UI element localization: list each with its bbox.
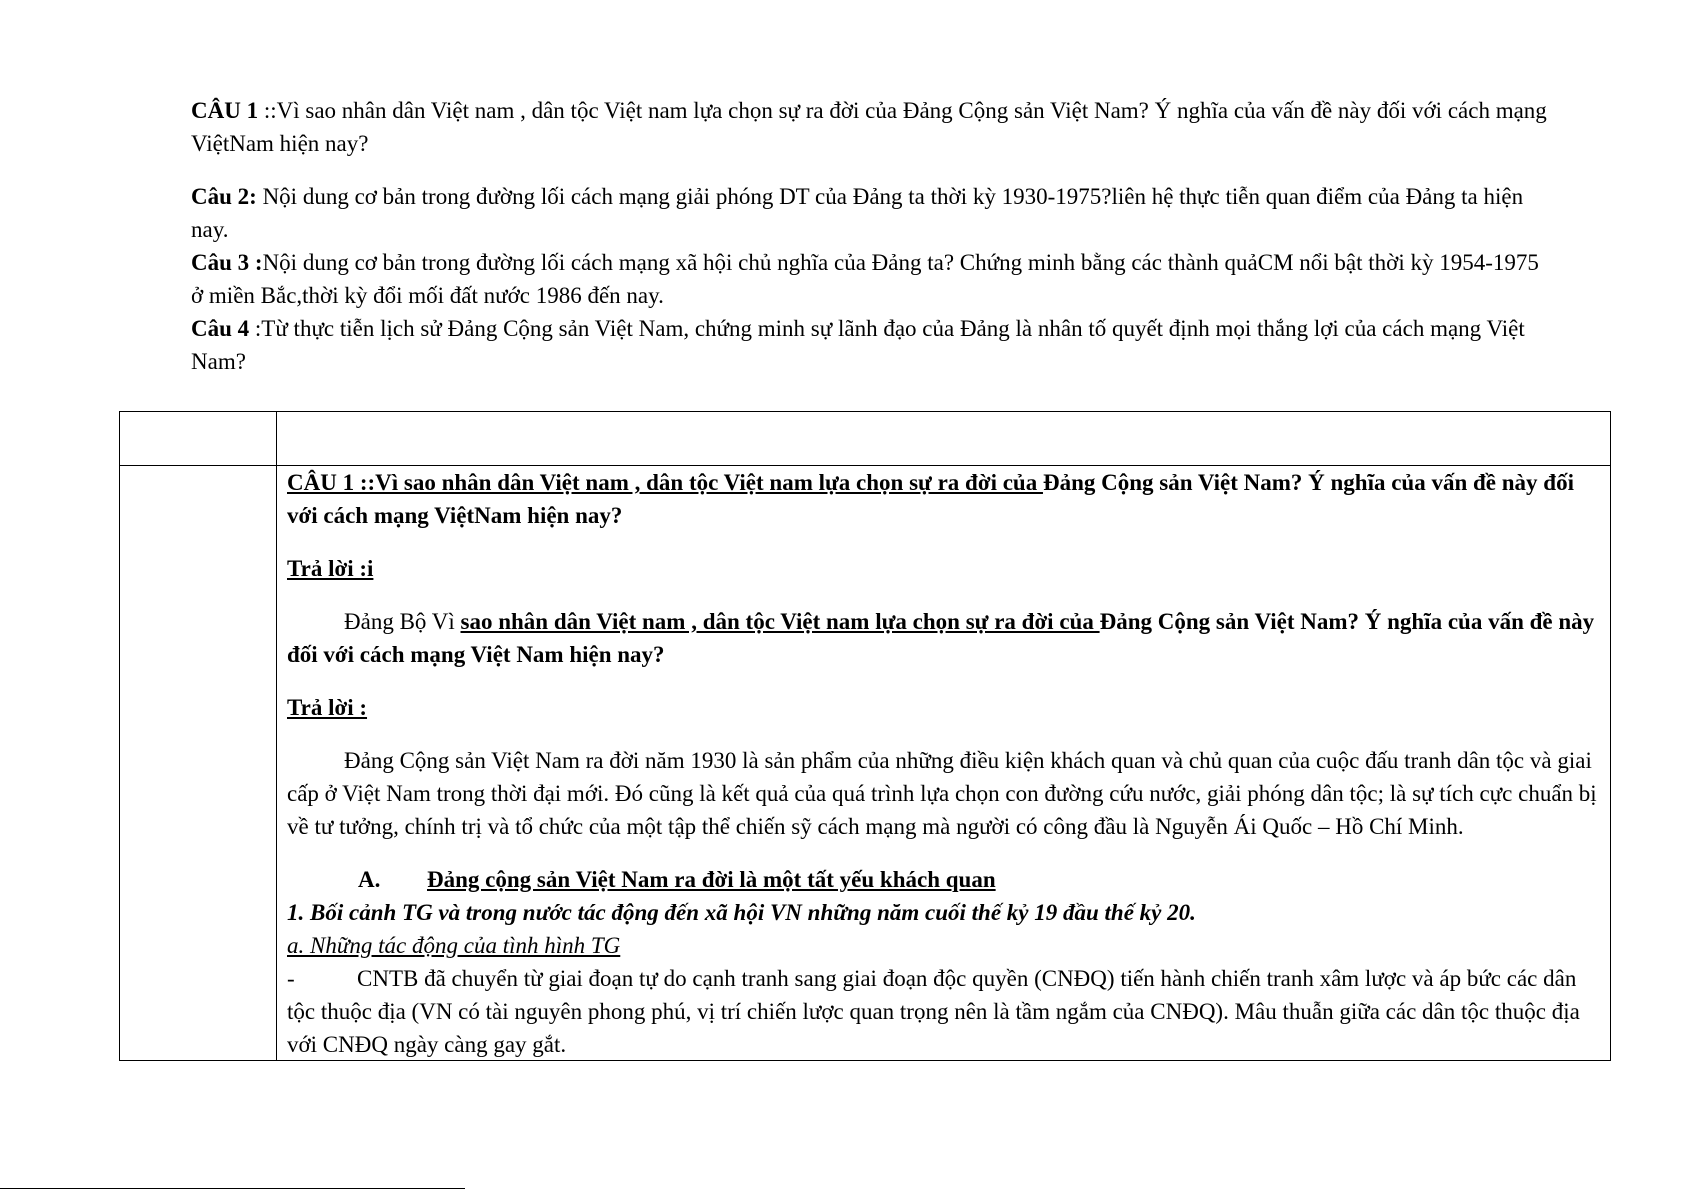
question-3-label: Câu 3 : [191,250,263,275]
question-1 [191,94,1551,160]
question-1-label: CÂU 1 [191,98,259,123]
paragraph-1-plain: Đảng Bộ Vì [344,609,461,634]
question-4-text: :Từ thực tiễn lịch sử Đảng Cộng sản Việt Nam, chứng minh sự lãnh đạo của Đảng là nhân tố quyết định mọi thắng lợi của cách mạng Việt Nam? [191,316,1525,374]
answer-table [119,411,1611,1061]
paragraph-1 [287,605,1605,671]
footer-rule [0,1188,465,1189]
paragraph-1-underlined: sao nhân dân Việt nam , dân tộc Việt nam lựa chọn sự ra đời của [460,609,1100,634]
question-2-label: Câu 2: [191,184,257,209]
answer-cell [287,466,1605,1061]
question-1-text: ::Vì sao nhân dân Việt nam , dân tộc Việt nam lựa chọn sự ra đời của Đảng Cộng sản Việt Nam? Ý nghĩa của vấn đề này đối với cách mạng ViệtNam hiện nay? [191,98,1547,156]
section-a-title: Đảng cộng sản Việt Nam ra đời là một tất yếu khách quan [427,867,996,892]
paragraph-1-rest: Đảng Cộng sản Việt Nam? Ý nghĩa của vấn đề này đối với cách mạng Việt Nam hiện nay? [287,609,1595,667]
table-column-divider [276,412,277,1060]
subsection-1-heading: 1. Bối cảnh TG và trong nước tác động đến xã hội VN những năm cuối thế kỷ 19 đầu thế kỷ 20. [287,900,1196,925]
section-a-heading [287,863,1605,896]
bullet-dash: - [287,966,295,991]
answer-label-2: Trả lời : [287,695,368,720]
answer-label-1: Trả lời :i [287,556,374,581]
section-a-letter: A. [358,867,381,892]
bullet-paragraph [287,962,1605,1061]
question-4 [191,312,1551,378]
subsubsection-a-heading: a. Những tác động của tình hình TG [287,933,621,958]
questions-block [191,94,1551,378]
answer-heading-underlined: CÂU 1 ::Vì sao nhân dân Việt nam , dân tộc Việt nam lựa chọn sự ra đời của [287,470,1043,495]
answer-heading [287,466,1605,532]
question-3-text: Nội dung cơ bản trong đường lối cách mạng xã hội chủ nghĩa của Đảng ta? Chứng minh bằng các thành quảCM nổi bật thời kỳ 1954-1975 ở miền Bắc,thời kỳ đổi mối đất nước 1986 đến nay. [191,250,1539,308]
answer-heading-rest: Đảng Cộng sản Việt Nam? Ý nghĩa của vấn đề này đối với cách mạng ViệtNam hiện nay? [287,470,1574,528]
question-2 [191,180,1551,246]
question-2-text: Nội dung cơ bản trong đường lối cách mạng giải phóng DT của Đảng ta thời kỳ 1930-1975?liên hệ thực tiễn quan điểm của Đảng ta hiện nay. [191,184,1524,242]
question-4-label: Câu 4 [191,316,250,341]
paragraph-2: Đảng Cộng sản Việt Nam ra đời năm 1930 là sản phẩm của những điều kiện khách quan và chủ quan của cuộc đấu tranh dân tộc và giai cấp ở Việt Nam trong thời đại mới. Đó cũng là kết quả của quá trình lựa chọn con đường cứu nước, giải phóng dân tộc; là sự tích cực chuẩn bị về tư tưởng, chính trị và tổ chức của một tập thể chiến sỹ cách mạng mà người có công đầu là Nguyễn Ái Quốc – Hồ Chí Minh. [287,748,1597,839]
question-3 [191,246,1551,312]
bullet-text: CNTB đã chuyển từ giai đoạn tự do cạnh tranh sang giai đoạn độc quyền (CNĐQ) tiến hành chiến tranh xâm lược và áp bức các dân tộc thuộc địa (VN có tài nguyên phong phú, vị trí chiến lược quan trọng nên là tầm ngắm của CNĐQ). Mâu thuẫn giữa các dân tộc thuộc địa với CNĐQ ngày càng gay gắt. [287,966,1580,1057]
